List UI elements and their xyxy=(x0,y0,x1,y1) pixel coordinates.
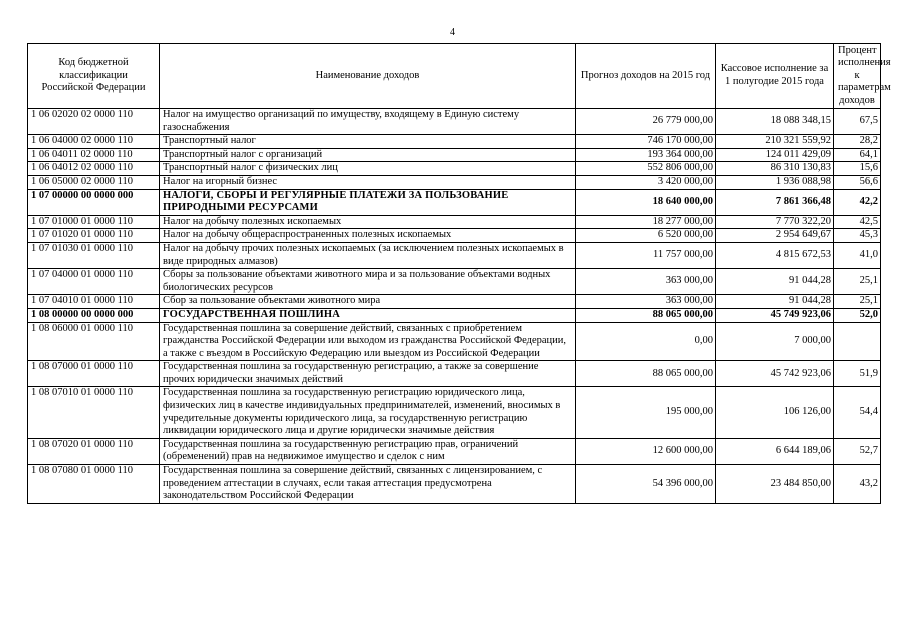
cell-name: Государственная пошлина за совершение действий, связанных с приобретением гражданства Российской Федерации или выходом из гражданства Российской Федерации, а также с въездом в Российскую Федерацию или выездом из Российской Федерации xyxy=(160,322,576,361)
table-row xyxy=(28,215,881,229)
cell-name: Государственная пошлина за государственную регистрацию, а также за совершение прочих юридически значимых действий xyxy=(160,361,576,387)
cell-forecast: 195 000,00 xyxy=(576,387,716,438)
table-row xyxy=(28,175,881,189)
cell-forecast: 54 396 000,00 xyxy=(576,465,716,504)
header-percent: Процент исполнения к параметрам доходов xyxy=(834,44,881,109)
cell-forecast: 12 600 000,00 xyxy=(576,438,716,464)
cell-actual: 2 954 649,67 xyxy=(716,229,834,243)
cell-code: 1 06 04000 02 0000 110 xyxy=(28,135,160,149)
cell-name: Транспортный налог с организаций xyxy=(160,148,576,162)
cell-name: Налог на игорный бизнес xyxy=(160,175,576,189)
table-row xyxy=(28,438,881,464)
table-row xyxy=(28,229,881,243)
cell-code: 1 06 04012 02 0000 110 xyxy=(28,162,160,176)
cell-percent: 28,2 xyxy=(834,135,881,149)
cell-name: Налог на добычу полезных ископаемых xyxy=(160,215,576,229)
cell-code: 1 08 00000 00 0000 000 xyxy=(28,308,160,322)
cell-code: 1 07 01020 01 0000 110 xyxy=(28,229,160,243)
cell-code: 1 08 07080 01 0000 110 xyxy=(28,465,160,504)
cell-actual: 210 321 559,92 xyxy=(716,135,834,149)
cell-forecast: 746 170 000,00 xyxy=(576,135,716,149)
table-row xyxy=(28,322,881,361)
cell-actual: 18 088 348,15 xyxy=(716,109,834,135)
table-body xyxy=(28,109,881,504)
cell-code: 1 08 07000 01 0000 110 xyxy=(28,361,160,387)
cell-percent: 42,5 xyxy=(834,215,881,229)
table-row xyxy=(28,148,881,162)
cell-name: Государственная пошлина за совершение действий, связанных с лицензированием, с проведением аттестации в случаях, если такая аттестация предусмотрена законодательством Российской Федерации xyxy=(160,465,576,504)
cell-forecast: 193 364 000,00 xyxy=(576,148,716,162)
table-row xyxy=(28,135,881,149)
cell-forecast: 363 000,00 xyxy=(576,269,716,295)
cell-actual: 106 126,00 xyxy=(716,387,834,438)
header-forecast: Прогноз доходов на 2015 год xyxy=(576,44,716,109)
cell-forecast: 552 806 000,00 xyxy=(576,162,716,176)
cell-actual: 7 770 322,20 xyxy=(716,215,834,229)
cell-forecast: 6 520 000,00 xyxy=(576,229,716,243)
cell-name: Сбор за пользование объектами животного мира xyxy=(160,295,576,309)
cell-percent xyxy=(834,322,881,361)
cell-forecast: 88 065 000,00 xyxy=(576,361,716,387)
cell-percent: 52,0 xyxy=(834,308,881,322)
cell-code: 1 07 01030 01 0000 110 xyxy=(28,242,160,268)
cell-percent: 25,1 xyxy=(834,295,881,309)
table-row xyxy=(28,189,881,215)
page-number: 4 xyxy=(450,27,455,38)
cell-forecast: 3 420 000,00 xyxy=(576,175,716,189)
cell-percent: 15,6 xyxy=(834,162,881,176)
cell-actual: 91 044,28 xyxy=(716,295,834,309)
cell-code: 1 07 04000 01 0000 110 xyxy=(28,269,160,295)
cell-code: 1 07 00000 00 0000 000 xyxy=(28,189,160,215)
cell-code: 1 08 06000 01 0000 110 xyxy=(28,322,160,361)
cell-percent: 52,7 xyxy=(834,438,881,464)
cell-actual: 45 742 923,06 xyxy=(716,361,834,387)
cell-actual: 23 484 850,00 xyxy=(716,465,834,504)
cell-actual: 91 044,28 xyxy=(716,269,834,295)
cell-percent: 67,5 xyxy=(834,109,881,135)
table-row xyxy=(28,361,881,387)
table-row xyxy=(28,162,881,176)
table-header-row xyxy=(28,44,881,109)
cell-actual: 86 310 130,83 xyxy=(716,162,834,176)
table-row xyxy=(28,269,881,295)
table-row xyxy=(28,465,881,504)
cell-name: Налог на добычу прочих полезных ископаемых (за исключением полезных ископаемых в виде природных алмазов) xyxy=(160,242,576,268)
cell-actual: 6 644 189,06 xyxy=(716,438,834,464)
cell-code: 1 06 05000 02 0000 110 xyxy=(28,175,160,189)
cell-actual: 45 749 923,06 xyxy=(716,308,834,322)
cell-forecast: 18 640 000,00 xyxy=(576,189,716,215)
cell-forecast: 0,00 xyxy=(576,322,716,361)
cell-code: 1 06 02020 02 0000 110 xyxy=(28,109,160,135)
cell-forecast: 363 000,00 xyxy=(576,295,716,309)
cell-name: Государственная пошлина за государственную регистрацию прав, ограничений (обременений) прав на недвижимое имущество и сделок с ним xyxy=(160,438,576,464)
cell-code: 1 06 04011 02 0000 110 xyxy=(28,148,160,162)
cell-name: ГОСУДАРСТВЕННАЯ ПОШЛИНА xyxy=(160,308,576,322)
cell-actual: 1 936 088,98 xyxy=(716,175,834,189)
cell-forecast: 88 065 000,00 xyxy=(576,308,716,322)
cell-name: Транспортный налог xyxy=(160,135,576,149)
table-row xyxy=(28,295,881,309)
cell-percent: 64,1 xyxy=(834,148,881,162)
cell-percent: 51,9 xyxy=(834,361,881,387)
cell-percent: 56,6 xyxy=(834,175,881,189)
cell-name: Налог на имущество организаций по имуществу, входящему в Единую систему газоснабжения xyxy=(160,109,576,135)
revenue-table xyxy=(27,43,891,504)
table-row xyxy=(28,387,881,438)
cell-forecast: 11 757 000,00 xyxy=(576,242,716,268)
cell-name: Государственная пошлина за государственную регистрацию юридического лица, физических лиц в качестве индивидуальных предпринимателей, изменений, вносимых в учредительные документы юридического лица, за государственную регистрацию ликвидации юридического лица и другие юридически значимые действия xyxy=(160,387,576,438)
cell-percent: 41,0 xyxy=(834,242,881,268)
table-row xyxy=(28,109,881,135)
cell-percent: 43,2 xyxy=(834,465,881,504)
table-row xyxy=(28,308,881,322)
cell-percent: 54,4 xyxy=(834,387,881,438)
cell-percent: 25,1 xyxy=(834,269,881,295)
cell-code: 1 08 07020 01 0000 110 xyxy=(28,438,160,464)
cell-actual: 7 861 366,48 xyxy=(716,189,834,215)
table-row xyxy=(28,242,881,268)
cell-forecast: 18 277 000,00 xyxy=(576,215,716,229)
cell-percent: 42,2 xyxy=(834,189,881,215)
cell-name: Сборы за пользование объектами животного мира и за пользование объектами водных биологических ресурсов xyxy=(160,269,576,295)
cell-name: Транспортный налог с физических лиц xyxy=(160,162,576,176)
cell-actual: 4 815 672,53 xyxy=(716,242,834,268)
cell-forecast: 26 779 000,00 xyxy=(576,109,716,135)
cell-code: 1 08 07010 01 0000 110 xyxy=(28,387,160,438)
header-code: Код бюджетной классификации Российской Федерации xyxy=(28,44,160,109)
header-actual: Кассовое исполнение за 1 полугодие 2015 года xyxy=(716,44,834,109)
cell-code: 1 07 01000 01 0000 110 xyxy=(28,215,160,229)
cell-actual: 7 000,00 xyxy=(716,322,834,361)
header-name: Наименование доходов xyxy=(160,44,576,109)
cell-percent: 45,3 xyxy=(834,229,881,243)
cell-actual: 124 011 429,09 xyxy=(716,148,834,162)
cell-name: Налог на добычу общераспространенных полезных ископаемых xyxy=(160,229,576,243)
cell-code: 1 07 04010 01 0000 110 xyxy=(28,295,160,309)
cell-name: НАЛОГИ, СБОРЫ И РЕГУЛЯРНЫЕ ПЛАТЕЖИ ЗА ПОЛЬЗОВАНИЕ ПРИРОДНЫМИ РЕСУРСАМИ xyxy=(160,189,576,215)
